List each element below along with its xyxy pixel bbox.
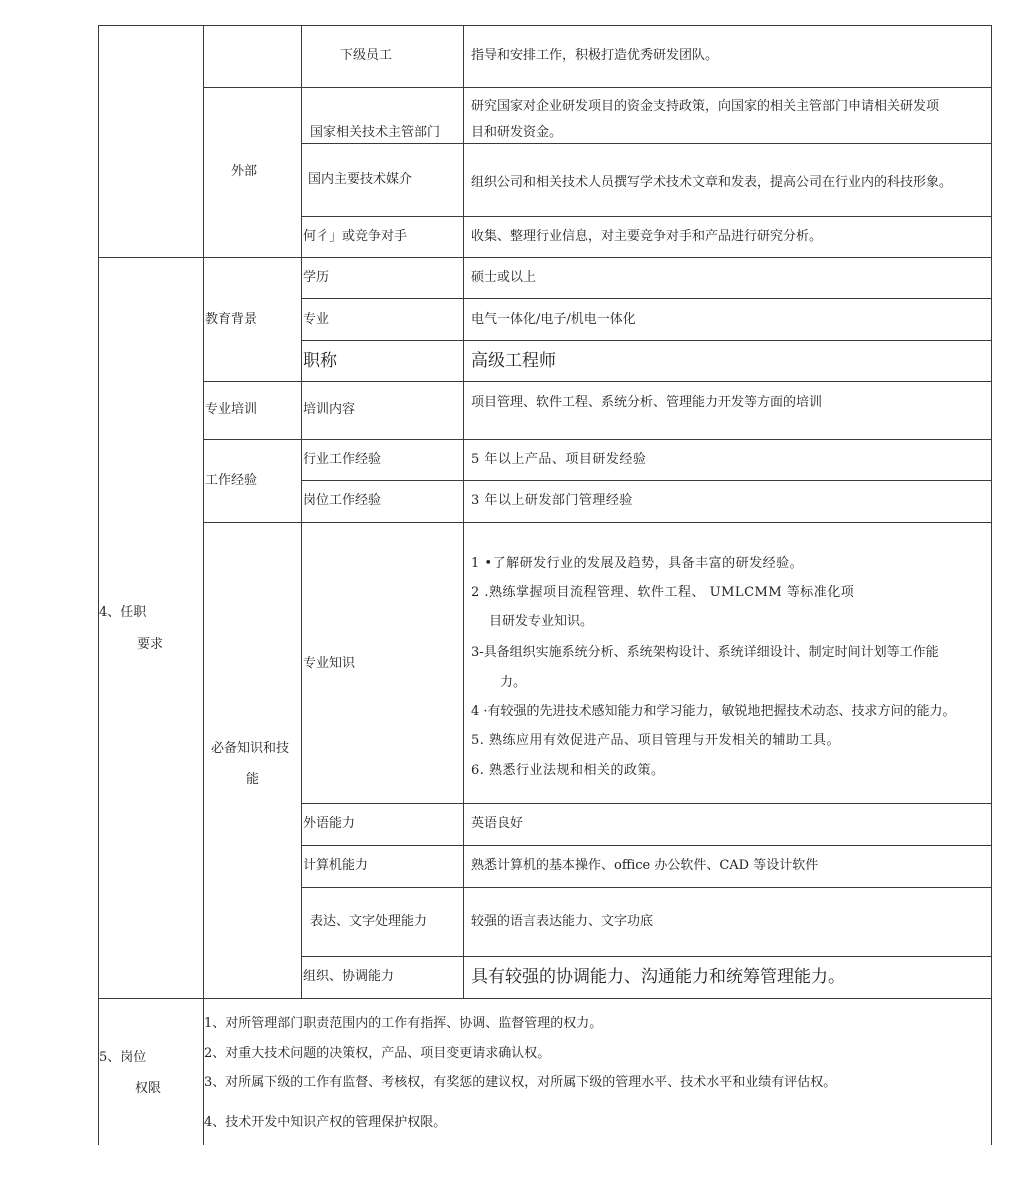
requirement-item: 行业工作经验 xyxy=(303,452,382,467)
knowledge-line: 2 .熟练掌握项目流程管理、软件工程、 UMLCMM 等标准化项 xyxy=(471,585,855,600)
rule xyxy=(203,25,204,1145)
knowledge-line: 6. 熟悉行业法规和相关的政策。 xyxy=(471,763,665,778)
requirement-value: 具有较强的协调能力、沟通能力和统筹管理能力。 xyxy=(471,967,845,987)
rule xyxy=(98,25,99,1145)
authority-item: 1、对所管理部门职责范围内的工作有指挥、协调、监督管理的权力。 xyxy=(204,1016,603,1031)
group-label-training: 专业培训 xyxy=(205,402,258,417)
knowledge-line: 力。 xyxy=(500,675,527,690)
group-label-experience: 工作经验 xyxy=(205,473,258,488)
requirement-item: 学历 xyxy=(303,270,330,285)
requirement-item: 组织、协调能力 xyxy=(303,969,395,984)
requirement-value: 熟悉计算机的基本操作、office 办公软件、CAD 等设计软件 xyxy=(471,858,819,873)
rule xyxy=(301,887,992,888)
group-label-external: 外部 xyxy=(231,164,258,179)
rule xyxy=(203,381,992,382)
relation-content: 指导和安排工作，积极打造优秀研发团队。 xyxy=(471,48,719,63)
rule xyxy=(98,998,992,999)
requirement-value: 电气一体化/电子/机电一体化 xyxy=(471,312,636,327)
requirement-value: 项目管理、软件工程、系统分析、管理能力开发等方面的培训 xyxy=(471,395,823,410)
requirement-item: 专业 xyxy=(303,312,330,327)
group-label-skills: 能 xyxy=(246,772,260,787)
authority-item: 2、对重大技术问题的决策权，产品、项目变更请求确认权。 xyxy=(204,1046,551,1061)
relation-object: 国家相关技术主管部门 xyxy=(310,125,441,140)
section-title: 4、任职 xyxy=(99,605,147,620)
rule xyxy=(203,522,992,523)
requirement-item: 计算机能力 xyxy=(303,858,369,873)
requirement-value: 硕士或以上 xyxy=(471,270,537,285)
rule xyxy=(301,480,992,481)
knowledge-line: 目研发专业知识。 xyxy=(489,614,594,629)
rule xyxy=(301,298,992,299)
group-label-skills: 必备知识和技 xyxy=(211,741,290,756)
requirement-item: 专业知识 xyxy=(303,656,356,671)
relation-content: 收集、整理行业信息，对主要竞争对手和产品进行研究分析。 xyxy=(471,229,823,244)
section-title: 权限 xyxy=(135,1081,162,1096)
requirement-item: 岗位工作经验 xyxy=(303,493,382,508)
rule xyxy=(301,143,992,144)
rule xyxy=(991,25,992,1145)
rule xyxy=(463,25,464,998)
rule xyxy=(301,956,992,957)
rule xyxy=(98,25,992,26)
section-title: 5、岗位 xyxy=(99,1050,147,1065)
group-label-education: 教育背景 xyxy=(205,312,258,327)
relation-object: 下级员工 xyxy=(340,48,393,63)
requirement-value: 较强的语言表达能力、文字功底 xyxy=(471,914,654,929)
rule xyxy=(301,803,992,804)
requirement-item: 培训内容 xyxy=(303,402,356,417)
requirement-value: 5 年以上产品、项目研发经验 xyxy=(471,452,647,467)
knowledge-line: 4 ·有较强的先进技术感知能力和学习能力，敏锐地把握技术动态、技求方问的能力。 xyxy=(471,704,956,719)
rule xyxy=(301,25,302,998)
rule xyxy=(301,340,992,341)
relation-object: 国内主要技术媒介 xyxy=(308,172,413,187)
requirement-item: 表达、文字处理能力 xyxy=(310,914,428,929)
authority-item: 3、对所属下级的工作有监督、考核权，有奖惩的建议权，对所属下级的管理水平、技术水平和业绩有评估权。 xyxy=(204,1075,837,1090)
knowledge-line: 5. 熟练应用有效促进产品、项目管理与开发相关的辅助工具。 xyxy=(471,733,841,748)
knowledge-line: 3-具备组织实施系统分析、系统架构设计、系统详细设计、制定时间计划等工作能 xyxy=(471,645,939,660)
requirement-item: 外语能力 xyxy=(303,816,356,831)
requirement-value: 高级工程师 xyxy=(471,351,556,371)
knowledge-line: 1 •了解研发行业的发展及趋势，具备丰富的研发经验。 xyxy=(471,556,804,571)
rule xyxy=(203,439,992,440)
section-title: 要求 xyxy=(137,637,164,652)
rule xyxy=(301,216,992,217)
requirement-value: 3 年以上研发部门管理经验 xyxy=(471,493,633,508)
rule xyxy=(301,845,992,846)
relation-object: 何彳」或竞争对手 xyxy=(303,229,408,244)
relation-content: 组织公司和相关技术人员撰写学术技术文章和发表，提高公司在行业内的科技形象。 xyxy=(471,175,953,190)
requirement-value: 英语良好 xyxy=(471,816,524,831)
relation-content: 目和研发资金。 xyxy=(471,125,563,140)
rule xyxy=(98,257,992,258)
requirement-item: 职称 xyxy=(303,351,337,371)
relation-content: 研究国家对企业研发项目的资金支持政策，向国家的相关主管部门申请相关研发项 xyxy=(471,99,940,114)
authority-item: 4、技术开发中知识产权的管理保护权限。 xyxy=(204,1115,447,1130)
rule xyxy=(203,87,992,88)
